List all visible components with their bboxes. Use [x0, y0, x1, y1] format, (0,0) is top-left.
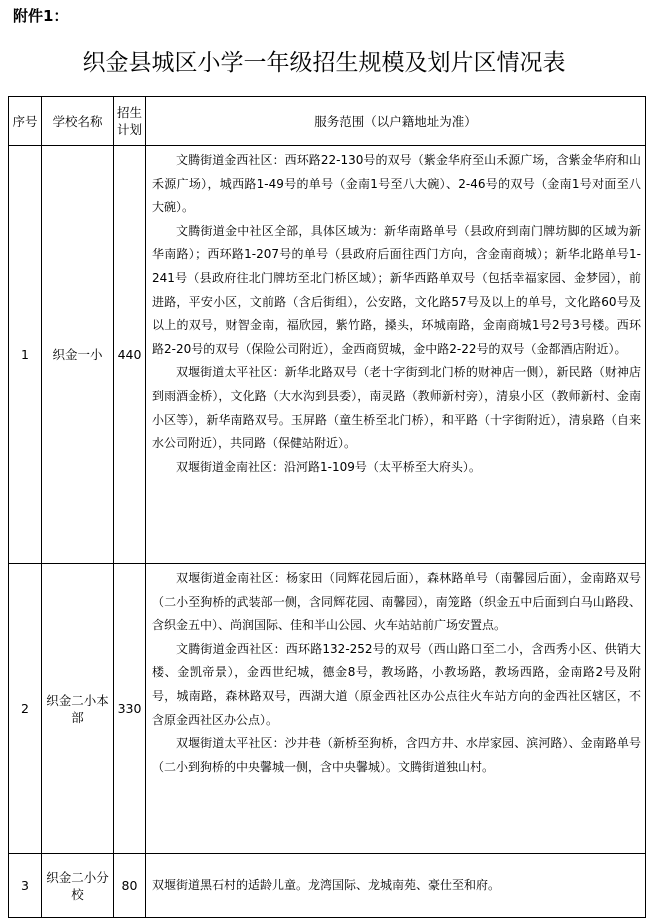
page-title: 织金县城区小学一年级招生规模及划片区情况表	[82, 50, 566, 76]
row-plan: 330	[114, 564, 146, 854]
attachment-label: 附件1：	[13, 7, 69, 25]
row-seq: 1	[9, 146, 42, 564]
header-range: 服务范围（以户籍地址为准）	[146, 97, 646, 146]
row-plan: 440	[114, 146, 146, 564]
enrollment-table	[8, 96, 646, 918]
range-paragraph: 文腾街道金西社区：西环路22-130号的双号（紫金华府至山禾源广场，含紫金华府和山禾源广场），城西路1-49号的单号（金南1号至八大碗）、2-46号的双号（金南1号对面至八大碗）。	[152, 153, 641, 215]
range-paragraph: 双堰街道太平社区：新华北路双号（老十字街到北门桥的财神店一侧），新民路（财神店到雨酒金桥），文化路（大水沟到县委），南灵路（教师新村旁），清泉小区（教师新村、金南小区等），新华南路双号。玉屏路（童生桥至北门桥），和平路（十字街附近），清泉路（自来水公司附近），共同路（保健站附近）。	[152, 365, 641, 451]
table-header-row	[9, 97, 646, 146]
row-service-range	[146, 564, 646, 854]
header-school: 学校名称	[42, 97, 114, 146]
range-paragraph: 双堰街道黑石村的适龄儿童。龙湾国际、龙城南苑、豪仕至和府。	[152, 878, 501, 893]
range-paragraph: 文腾街道金西社区：西环路132-252号的双号（西山路口至二小，含西秀小区、供销大楼、金凯帝景），金西世纪城，德金8号，教场路，小教场路，教场西路，金南路2号及附号，城南路，森林路双号，西湖大道（原金西社区办公点往火车站方向的金西社区辖区，不含原金西社区办公点）。	[152, 641, 641, 727]
row-seq: 3	[9, 854, 42, 918]
table-row	[9, 146, 646, 564]
row-seq: 2	[9, 564, 42, 854]
header-plan	[114, 97, 146, 146]
range-paragraph: 文腾街道金中社区全部，具体区域为：新华南路单号（县政府到南门牌坊脚的区域为新华南路）；西环路1-207号的单号（县政府后面往西门方向，含金南商城）；新华北路单号1-241号（县政府往北门牌坊至北门桥区域）；新华西路单双号（包括幸福家园、金梦园），前进路，平安小区，文前路（含后街组），公安路，文化路57号及以上的单号，文化路60号及以上的双号，财智金南，福欣园，紫竹路，搡头，环城南路，金南商城1号2号3号楼。西环路2-20号的双号（保险公司附近），金西商贸城，金中路2-22号的双号（金都酒店附近）。	[152, 223, 641, 356]
header-plan-line1: 招生	[116, 105, 142, 120]
table-row	[9, 564, 646, 854]
row-school: 织金一小	[42, 146, 114, 564]
range-paragraph: 双堰街道金南社区：杨家田（同辉花园后面），森林路单号（南馨园后面），金南路双号（二小至狗桥的武装部一侧，含同辉花园、南馨园），南笼路（织金五中后面到白马山路段、含织金五中）、尚润国际、佳和半山公园、火车站站前广场安置点。	[152, 571, 641, 633]
table-row	[9, 854, 646, 918]
header-seq: 序号	[9, 97, 42, 146]
header-plan-line2: 计划	[116, 122, 142, 137]
row-plan: 80	[114, 854, 146, 918]
row-school: 织金二小本部	[42, 564, 114, 854]
row-service-range	[146, 854, 646, 918]
range-paragraph: 双堰街道金南社区：沿河路1-109号（太平桥至大府头）。	[176, 459, 481, 474]
row-school: 织金二小分校	[42, 854, 114, 918]
row-service-range	[146, 146, 646, 564]
range-paragraph: 双堰街道太平社区：沙井巷（新桥至狗桥，含四方井、水岸家园、滨河路）、金南路单号（二小到狗桥的中央馨城一侧，含中央馨城）。文腾街道独山村。	[152, 736, 641, 774]
